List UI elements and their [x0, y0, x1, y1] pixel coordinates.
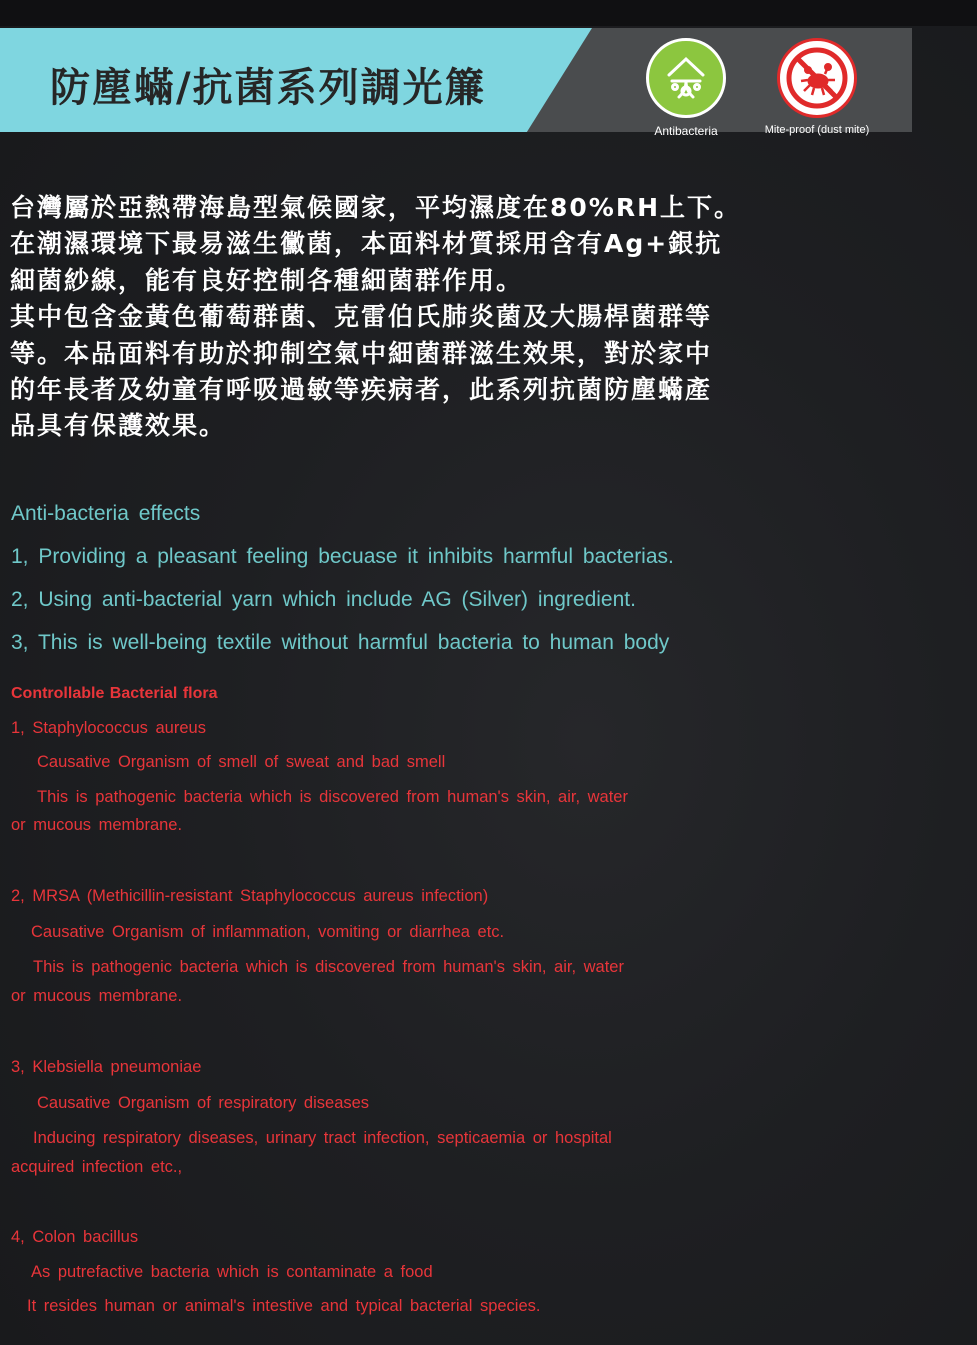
flora-item-title: 3, Klebsiella pneumoniae [11, 1058, 202, 1076]
flora-item-desc: This is pathogenic bacteria which is discovered from human's skin, air, water [33, 958, 624, 976]
mite-proof-badge [752, 38, 882, 136]
effect-item: 2, Using anti-bacterial yarn which include AG (Silver) ingredient. [11, 588, 636, 611]
antibacteria-icon [646, 38, 726, 118]
intro-line: 等。本品面料有助於抑制空氣中細菌群滋生效果，對於家中 [10, 338, 713, 368]
top-border [0, 0, 977, 26]
intro-paragraph-zh [10, 190, 810, 445]
flora-item-desc: or mucous membrane. [11, 816, 183, 834]
mite-proof-label: Mite-proof (dust mite) [764, 124, 870, 136]
flora-item-title: 1, Staphylococcus aureus [11, 719, 206, 737]
page-title: 防塵蟎/抗菌系列調光簾 [50, 65, 487, 111]
intro-line: 在潮濕環境下最易滋生黴菌，本面料材質採用含有Ag+銀抗 [10, 229, 723, 259]
antibacteria-badge [638, 38, 734, 138]
flora-item-cause: Causative Organism of smell of sweat and bad smell [37, 753, 446, 771]
flora-item-title: 4, Colon bacillus [11, 1228, 139, 1246]
effects-heading: Anti-bacteria effects [11, 502, 201, 525]
antibacteria-label: Antibacteria [654, 124, 718, 138]
flora-item-desc: Inducing respiratory diseases, urinary tract infection, septicaemia or hospital [33, 1129, 612, 1147]
flora-item-cause: Causative Organism of inflammation, vomiting or diarrhea etc. [31, 923, 505, 941]
flora-item-desc: acquired infection etc., [11, 1158, 183, 1176]
intro-line: 品具有保護效果。 [10, 411, 227, 441]
flora-item-desc: or mucous membrane. [11, 987, 183, 1005]
flora-item-desc: It resides human or animal's intestive and typical bacterial species. [27, 1297, 541, 1315]
flora-item-title: 2, MRSA (Methicillin-resistant Staphylococcus aureus infection) [11, 887, 489, 905]
intro-line: 細菌紗線，能有良好控制各種細菌群作用。 [10, 265, 524, 295]
intro-line: 的年長者及幼童有呼吸過敏等疾病者，此系列抗菌防塵蟎產 [10, 375, 713, 405]
flora-item-cause: Causative Organism of respiratory diseases [37, 1094, 370, 1112]
intro-line: 台灣屬於亞熱帶海島型氣候國家，平均濕度在80%RH上下。 [10, 193, 742, 222]
effect-item: 1, Providing a pleasant feeling becuase it inhibits harmful bacterias. [11, 545, 674, 568]
flora-item-desc: This is pathogenic bacteria which is discovered from human's skin, air, water [37, 788, 628, 806]
effect-item: 3, This is well-being textile without harmful bacteria to human body [11, 631, 670, 654]
flora-heading: Controllable Bacterial flora [11, 685, 218, 702]
intro-line: 其中包含金黃色葡萄群菌、克雷伯氏肺炎菌及大腸桿菌群等 [10, 302, 713, 332]
no-mite-icon [777, 38, 857, 118]
flora-item-cause: As putrefactive bacteria which is contaminate a food [31, 1263, 433, 1281]
